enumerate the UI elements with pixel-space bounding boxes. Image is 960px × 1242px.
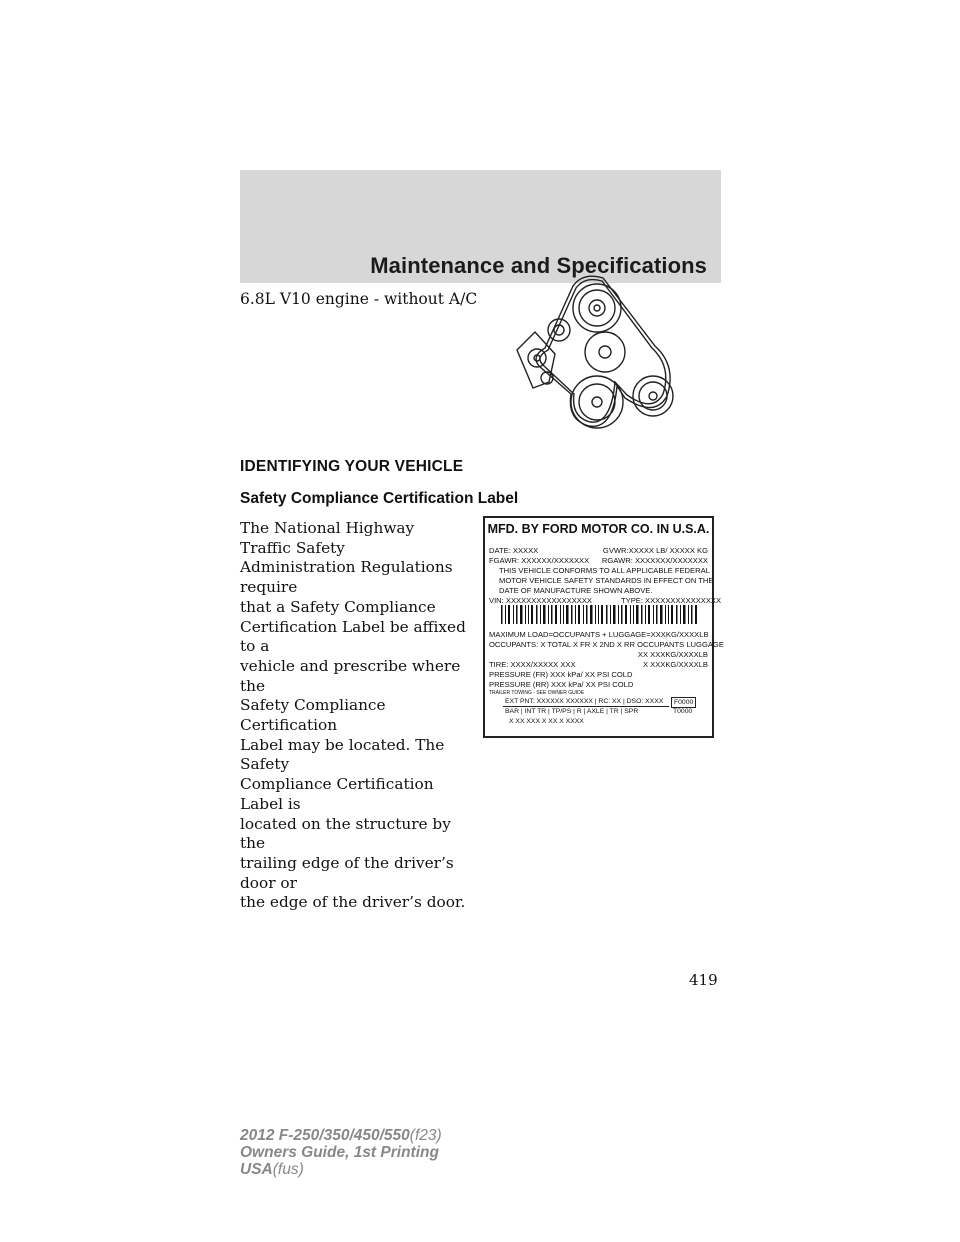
label-table-divider xyxy=(503,706,669,707)
label-fgawr: FGAWR: XXXXXX/XXXXXXX xyxy=(489,556,590,565)
footer-market-code: (fus) xyxy=(272,1161,304,1178)
label-code-top: F0000 xyxy=(671,697,696,708)
footer-market: USA xyxy=(240,1161,273,1178)
label-table-row-1: EXT PNT: XXXXXX XXXXXX | RC: XX | DSO: XXXX xyxy=(505,698,664,705)
body-line: trailing edge of the driver’s door or xyxy=(240,853,454,892)
label-date: DATE: XXXXX xyxy=(489,546,539,555)
body-line: located on the structure by the xyxy=(240,814,451,853)
body-line: Label may be located. The Safety xyxy=(240,735,445,774)
belt-routing-diagram xyxy=(505,270,715,450)
label-vin: VIN: XXXXXXXXXXXXXXXXX xyxy=(489,596,592,605)
body-line: Administration Regulations require xyxy=(240,558,453,597)
page-section-title: Maintenance and Specifications xyxy=(370,253,707,278)
footer-line-3 xyxy=(240,1161,442,1178)
label-table-row-2: BAR | INT TR | TP/PS | R | AXLE | TR | SPR xyxy=(505,708,639,715)
label-conform-3: DATE OF MANUFACTURE SHOWN ABOVE. xyxy=(499,586,653,595)
body-line: vehicle and prescribe where the xyxy=(240,656,461,695)
body-line: Safety Compliance Certification xyxy=(240,696,386,735)
body-line: The National Highway Traffic Safety xyxy=(240,519,415,557)
label-pressure-rear: PRESSURE (RR) XXX kPa/ XX PSI COLD xyxy=(489,680,634,689)
footer-line-2: Owners Guide, 1st Printing xyxy=(240,1144,439,1161)
label-type: TYPE: XXXXXXXXXXXXXXX xyxy=(621,596,722,605)
engine-caption: 6.8L V10 engine - without A/C xyxy=(240,290,478,308)
label-pressure-front: PRESSURE (FR) XXX kPa/ XX PSI COLD xyxy=(489,670,633,679)
footer xyxy=(240,1127,442,1178)
label-conform-2: MOTOR VEHICLE SAFETY STANDARDS IN EFFECT ON THE xyxy=(499,576,714,585)
label-max-load: MAXIMUM LOAD=OCCUPANTS + LUGGAGE=XXXKG/XXXXLB xyxy=(489,630,709,639)
body-paragraph xyxy=(240,519,468,913)
vin-barcode xyxy=(499,604,699,625)
label-tire: TIRE: XXXX/XXXXX XXX xyxy=(489,660,576,669)
footer-line-1 xyxy=(240,1127,442,1144)
body-line: the edge of the driver’s door. xyxy=(240,893,466,912)
label-occupant-values: XX XXXKG/XXXXLB xyxy=(637,650,708,659)
footer-model-code: (f23) xyxy=(409,1127,442,1144)
label-tire-values: X XXXKG/XXXXLB xyxy=(643,660,708,669)
label-rgawr: RGAWR: XXXXXXX/XXXXXXX xyxy=(601,556,708,565)
body-line: Certification Label be affixed to a xyxy=(240,617,466,656)
label-conform-1: THIS VEHICLE CONFORMS TO ALL APPLICABLE FEDERAL xyxy=(499,566,710,575)
page-number: 419 xyxy=(689,971,718,989)
header-band xyxy=(240,170,721,283)
label-trailer-towing: TRAILER TOWING - SEE OWNER GUIDE xyxy=(489,690,585,696)
body-line: that a Safety Compliance xyxy=(240,597,436,616)
label-gvwr: GVWR:XXXXX LB/ XXXXX KG xyxy=(602,546,708,555)
section-subheading: Safety Compliance Certification Label xyxy=(240,490,519,507)
label-occupants: OCCUPANTS: X TOTAL X FR X 2ND X RR OCCUPANTS LUGGAGE xyxy=(489,640,724,649)
body-line: Compliance Certification Label is xyxy=(240,775,434,813)
footer-model: 2012 F-250/350/450/550 xyxy=(240,1127,410,1144)
certification-label xyxy=(483,516,724,738)
label-code-bottom: T0000 xyxy=(673,708,693,715)
label-title: MFD. BY FORD MOTOR CO. IN U.S.A. xyxy=(487,522,710,536)
label-table-row-3: X XX XXX X XX X XXXX xyxy=(509,718,584,725)
section-heading: IDENTIFYING YOUR VEHICLE xyxy=(240,458,464,475)
